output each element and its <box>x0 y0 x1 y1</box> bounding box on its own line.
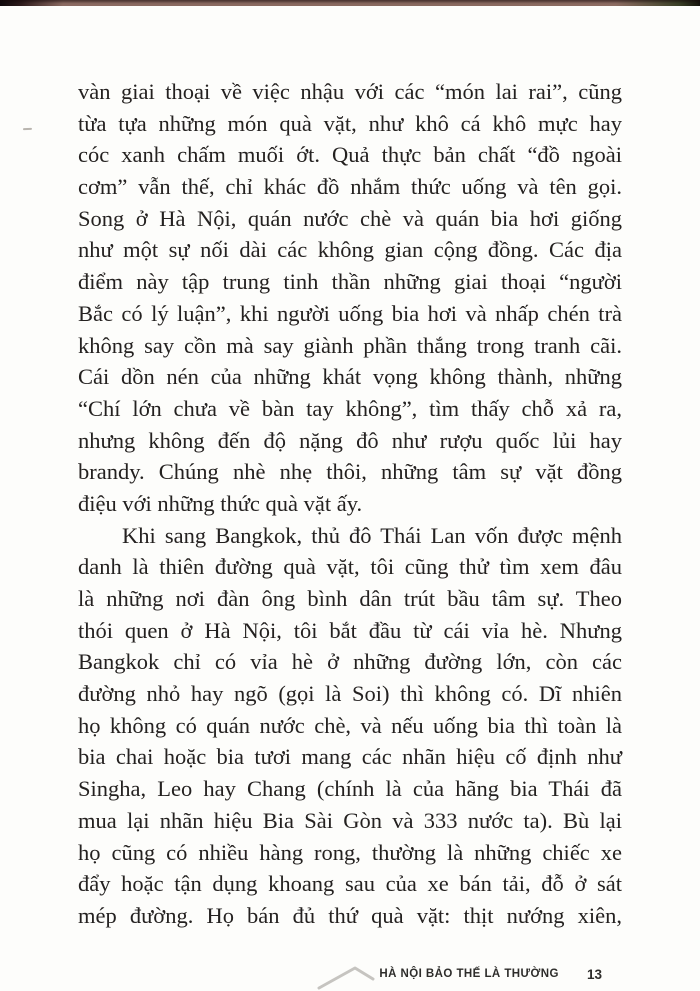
text-line: cơm” vẫn thế, chỉ khác đồ nhắm thức uống và tên gọi. <box>78 174 622 200</box>
text-line: như một sự nối dài các không gian cộng đồng. Các địa <box>78 237 622 263</box>
page-footer <box>317 962 602 986</box>
text-line: bia chai hoặc bia tươi mang các nhãn hiệu cố định như <box>78 744 622 770</box>
text-line: mép đường. Họ bán đủ thứ quà vặt: thịt nướng xiên, <box>78 902 622 928</box>
footer-chevron-icon <box>317 964 375 990</box>
text-line: Singha, Leo hay Chang (chính là của hãng bia Thái đã <box>78 776 622 802</box>
footer-book-title: HÀ NỘI BẢO THẾ LÀ THƯỜNG <box>379 968 559 980</box>
page-text <box>78 76 622 932</box>
text-line: thói quen ở Hà Nội, tôi bắt đầu từ cái vỉa hè. Nhưng <box>78 617 622 643</box>
text-line: từa tựa những món quà vặt, như khô cá khô mực hay <box>78 110 622 136</box>
text-line: nhưng không đến độ nặng đô như rượu quốc lủi hay <box>78 427 622 453</box>
text-line: vàn giai thoại về việc nhậu với các “món lai rai”, cũng <box>78 79 622 104</box>
scan-edge-top-bar <box>0 0 700 6</box>
text-line: “Chí lớn chưa về bàn tay không”, tìm thấy chỗ xả ra, <box>78 395 622 421</box>
text-line: đẩy hoặc tận dụng khoang sau của xe bán tải, đỗ ở sát <box>78 871 622 897</box>
text-line: cóc xanh chấm muối ớt. Quả thực bản chất “đồ ngoài <box>78 142 622 168</box>
text-line: họ cũng có nhiều hàng rong, thường là những chiếc xe <box>78 839 622 865</box>
text-line: brandy. Chúng nhè nhẹ thôi, những tâm sự vặt đồng <box>78 459 622 485</box>
text-line: Song ở Hà Nội, quán nước chè và quán bia hơi giống <box>78 205 622 231</box>
text-line: danh là thiên đường quà vặt, tôi cũng thử tìm xem đâu <box>78 554 622 580</box>
text-line: mua lại nhãn hiệu Bia Sài Gòn và 333 nước ta). Bù lại <box>78 807 622 833</box>
text-line: Cái dồn nén của những khát vọng không thành, những <box>78 364 622 390</box>
text-line: là những nơi đàn ông bình dân trút bầu tâm sự. Theo <box>78 586 622 611</box>
text-line: họ không có quán nước chè, và nếu uống bia thì toàn là <box>78 712 622 738</box>
text-line: Bắc có lý luận”, khi người uống bia hơi và nhấp chén trà <box>78 300 622 326</box>
text-line: điệu với những thức quà vặt ấy. <box>78 490 363 516</box>
text-line: điểm này tập trung tinh thần những giai thoại “người <box>78 269 622 295</box>
text-line: không say cồn mà say giành phần thắng trong tranh cãi. <box>78 332 622 358</box>
page-number: 13 <box>586 966 602 982</box>
text-line: đường nhỏ hay ngõ (gọi là Soi) thì không có. Dĩ nhiên <box>78 681 622 707</box>
text-line: Khi sang Bangkok, thủ đô Thái Lan vốn được mệnh <box>122 522 622 548</box>
text-line: Bangkok chỉ có vỉa hè ở những đường lớn, còn các <box>78 649 622 675</box>
scan-artifact-dash <box>23 128 32 130</box>
